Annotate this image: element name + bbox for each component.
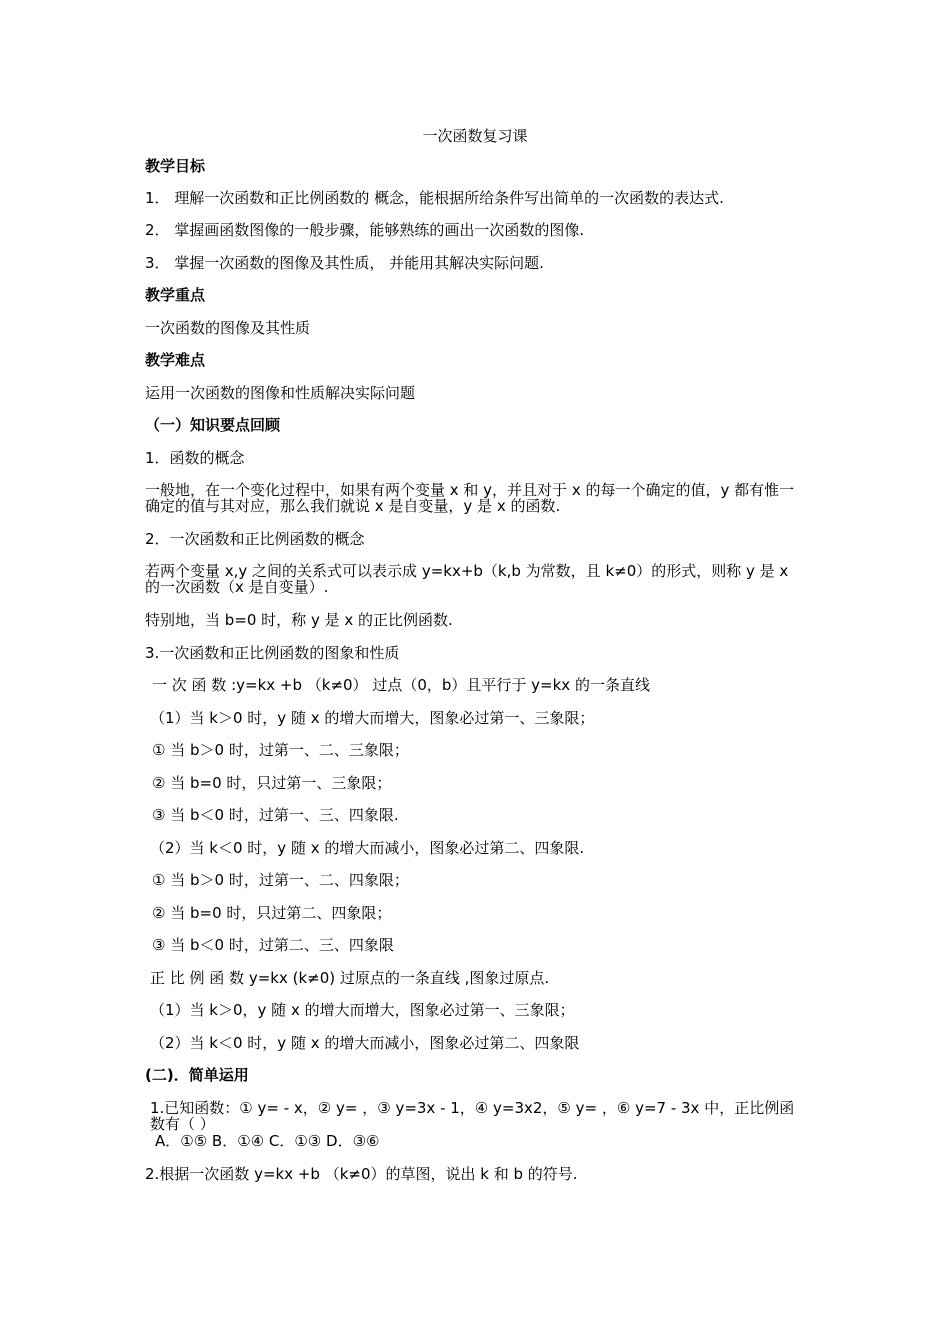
goal-3: 3． 掌握一次函数的图像及其性质， 并能用其解决实际问题. xyxy=(145,254,544,272)
question-1-options: A．①⑤ B．①④ C．①③ D．③⑥ xyxy=(155,1132,380,1150)
goal-1: 1． 理解一次函数和正比例函数的 概念，能根据所给条件写出简单的一次函数的表达式. xyxy=(145,189,724,207)
linear-function-def: 一 次 函 数 :y=kx +b （k≠0） 过点（0，b）且平行于 y=kx 的一条直线 xyxy=(152,676,650,694)
difficulties-text: 运用一次函数的图像和性质解决实际问题 xyxy=(145,384,416,402)
prop-case-k-positive: （1）当 k＞0，y 随 x 的增大而增大，图象必过第一、三象限； xyxy=(150,1001,575,1019)
case-k-neg-b-pos: ① 当 b＞0 时，过第一、二、四象限； xyxy=(152,871,409,889)
function-concept-text: 一般地，在一个变化过程中，如果有两个变量 x 和 y，并且对于 x 的每一个确定的值，y 都有惟一确定的值与其对应，那么我们就说 x 是自变量，y 是 x 的函数. xyxy=(145,481,795,515)
case-k-pos-b-neg: ③ 当 b＜0 时，过第一、三、四象限. xyxy=(152,806,399,824)
key-points-text: 一次函数的图像及其性质 xyxy=(145,319,311,337)
case-k-negative: （2）当 k＜0 时，y 随 x 的增大而减小，图象必过第二、四象限. xyxy=(150,839,585,857)
case-k-pos-b-zero: ② 当 b=0 时，只过第一、三象限； xyxy=(152,774,392,792)
doc-title: 一次函数复习课 xyxy=(422,127,528,145)
case-k-positive: （1）当 k＞0 时，y 随 x 的增大而增大，图象必过第一、三象限； xyxy=(150,709,595,727)
item-function-concept: 1．函数的概念 xyxy=(145,449,245,467)
section-two-heading: (二)．简单运用 xyxy=(145,1066,249,1084)
proportional-note: 特别地，当 b=0 时，称 y 是 x 的正比例函数. xyxy=(145,611,453,629)
heading-difficulties: 教学难点 xyxy=(145,351,206,369)
case-k-neg-b-zero: ② 当 b=0 时，只过第二、四象限； xyxy=(152,904,392,922)
case-k-neg-b-neg: ③ 当 b＜0 时，过第二、三、四象限 xyxy=(152,936,394,954)
case-k-pos-b-pos: ① 当 b＞0 时，过第一、二、三象限； xyxy=(152,741,409,759)
question-1: 1.已知函数：① y= - x，② y= ，③ y=3x - 1，④ y=3x2，⑤ y= ，⑥ y=7 - 3x 中，正比例函数有（ ） xyxy=(150,1099,795,1133)
heading-teaching-goals: 教学目标 xyxy=(145,157,206,175)
proportional-function-def: 正 比 例 函 数 y=kx (k≠0) 过原点的一条直线 ,图象过原点. xyxy=(150,969,550,987)
prop-case-k-negative: （2）当 k＜0 时，y 随 x 的增大而减小，图象必过第二、四象限 xyxy=(150,1034,580,1052)
item-graph-properties: 3.一次函数和正比例函数的图象和性质 xyxy=(145,644,400,662)
section-one-heading: （一）知识要点回顾 xyxy=(145,416,281,434)
question-2: 2.根据一次函数 y=kx +b （k≠0）的草图，说出 k 和 b 的符号. xyxy=(145,1165,578,1183)
item-linear-concept: 2．一次函数和正比例函数的概念 xyxy=(145,530,365,548)
goal-2: 2． 掌握画函数图像的一般步骤，能够熟练的画出一次函数的图像. xyxy=(145,221,585,239)
linear-concept-text: 若两个变量 x,y 之间的关系式可以表示成 y=kx+b（k,b 为常数，且 k≠0）的形式，则称 y 是 x 的一次函数（x 是自变量）. xyxy=(145,562,789,596)
heading-key-points: 教学重点 xyxy=(145,286,206,304)
